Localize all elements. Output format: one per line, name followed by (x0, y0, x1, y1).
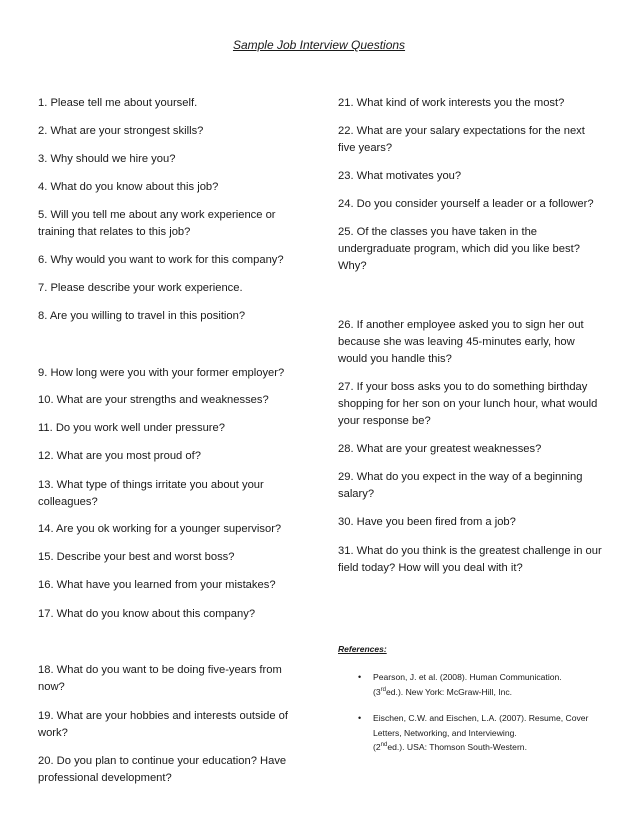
question-10: 10. What are your strengths and weaknesses? (38, 394, 269, 406)
reference-1-line1: Pearson, J. et al. (2008). Human Communication. (373, 672, 562, 682)
question-12: 12. What are you most proud of? (38, 450, 201, 462)
question-13: 13. What type of things irritate you about your colleagues? (38, 479, 264, 508)
bullet-icon: • (358, 672, 362, 682)
references-heading: References: (338, 644, 387, 654)
question-19: 19. What are your hobbies and interests outside of work? (38, 710, 289, 739)
page-title: Sample Job Interview Questions (232, 38, 406, 52)
question-27: 27. If your boss asks you to do something birthday shopping for her son on your lunch hour, what would your response be? (338, 381, 598, 427)
question-6: 6. Why would you want to work for this company? (38, 254, 284, 266)
question-11: 11. Do you work well under pressure? (38, 422, 225, 434)
question-21: 21. What kind of work interests you the most? (338, 97, 565, 109)
question-16: 16. What have you learned from your mistakes? (38, 579, 276, 591)
reference-1 (358, 670, 603, 699)
question-4: 4. What do you know about this job? (38, 181, 219, 193)
question-17: 17. What do you know about this company? (38, 608, 256, 620)
question-2: 2. What are your strongest skills? (38, 125, 204, 137)
question-18: 18. What do you want to be doing five-years from now? (38, 664, 282, 693)
question-24: 24. Do you consider yourself a leader or a follower? (338, 198, 594, 210)
reference-2-line1: Eischen, C.W. and Eischen, L.A. (2007). Resume, Cover Letters, Networking, and Interviewing. (373, 713, 589, 738)
question-3: 3. Why should we hire you? (38, 153, 176, 165)
question-31: 31. What do you think is the greatest challenge in our field today? How will you deal with it? (338, 545, 602, 574)
question-14: 14. Are you ok working for a younger supervisor? (38, 523, 282, 535)
question-1: 1. Please tell me about yourself. (38, 97, 198, 109)
question-23: 23. What motivates you? (338, 170, 462, 182)
reference-2-line2: (2nded.). USA: Thomson South-Western. (373, 742, 527, 752)
question-25: 25. Of the classes you have taken in the undergraduate program, which did you like best? Why? (338, 226, 580, 272)
bullet-icon: • (358, 713, 362, 723)
question-9: 9. How long were you with your former employer? (38, 367, 285, 379)
question-5: 5. Will you tell me about any work experience or training that relates to this job? (38, 209, 276, 238)
question-8: 8. Are you willing to travel in this position? (38, 310, 246, 322)
question-28: 28. What are your greatest weaknesses? (338, 443, 542, 455)
question-20: 20. Do you plan to continue your education? Have professional development? (38, 755, 287, 784)
reference-1-line2: (3rded.). New York: McGraw-Hill, Inc. (373, 686, 513, 697)
reference-2 (358, 711, 603, 755)
question-26: 26. If another employee asked you to sign her out because she was leaving 45-minutes early, how would you handle this? (338, 319, 584, 365)
question-7: 7. Please describe your work experience. (38, 282, 243, 294)
question-30: 30. Have you been fired from a job? (338, 516, 516, 528)
question-22: 22. What are your salary expectations for the next five years? (338, 125, 585, 154)
question-29: 29. What do you expect in the way of a beginning salary? (338, 471, 583, 500)
question-15: 15. Describe your best and worst boss? (38, 551, 235, 563)
